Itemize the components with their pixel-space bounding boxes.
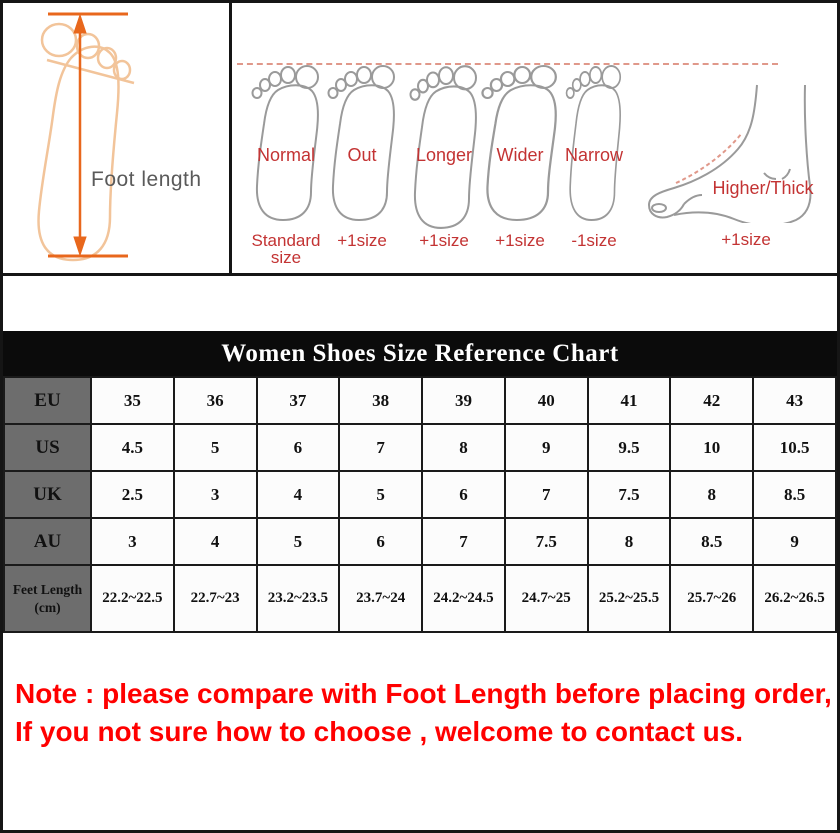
size-value-cell: 7.5: [505, 518, 588, 565]
size-value-cell: 41: [588, 377, 671, 424]
size-value-cell: 26.2~26.5: [753, 565, 836, 632]
row-header-cell: EU: [4, 377, 91, 424]
measurement-guide-section: [3, 3, 837, 276]
note-line-2: If you not sure how to choose , welcome to contact us.: [15, 716, 744, 747]
table-row: [4, 424, 836, 471]
table-title: Women Shoes Size Reference Chart: [3, 331, 837, 376]
size-value-cell: 4: [257, 471, 340, 518]
size-value-cell: 10.5: [753, 424, 836, 471]
size-value-cell: 5: [174, 424, 257, 471]
foot-type-label: Longer: [415, 145, 473, 165]
size-value-cell: 22.2~22.5: [91, 565, 174, 632]
row-header-cell: US: [4, 424, 91, 471]
size-value-cell: 5: [339, 471, 422, 518]
foot-size-advice: Standard size: [251, 231, 321, 267]
foot-type-label: Normal: [256, 145, 315, 165]
foot-length-panel: [3, 3, 232, 273]
size-value-cell: 8: [670, 471, 753, 518]
size-value-cell: 3: [174, 471, 257, 518]
size-table-body: [4, 377, 836, 632]
note-text: [15, 675, 840, 751]
size-value-cell: 25.2~25.5: [588, 565, 671, 632]
table-row: [4, 471, 836, 518]
size-value-cell: 24.2~24.5: [422, 565, 505, 632]
size-value-cell: 35: [91, 377, 174, 424]
foot-side-view-icon: [644, 83, 834, 223]
foot-type-high-instep: [641, 83, 837, 268]
size-value-cell: 4.5: [91, 424, 174, 471]
size-value-cell: 42: [670, 377, 753, 424]
foot-type-out: [317, 62, 407, 272]
size-value-cell: 22.7~23: [174, 565, 257, 632]
foot-type-label: Wider: [496, 145, 544, 165]
table-row: [4, 377, 836, 424]
size-value-cell: 37: [257, 377, 340, 424]
size-value-cell: 39: [422, 377, 505, 424]
foot-type-label: Out: [347, 145, 377, 165]
foot-size-advice: +1size: [419, 231, 469, 250]
size-value-cell: 7: [505, 471, 588, 518]
instep-dashed-line: [676, 133, 742, 183]
size-value-cell: 4: [174, 518, 257, 565]
size-value-cell: 5: [257, 518, 340, 565]
row-header-cell: Feet Length (cm): [4, 565, 91, 632]
row-header-cell: AU: [4, 518, 91, 565]
size-value-cell: 7.5: [588, 471, 671, 518]
size-value-cell: 24.7~25: [505, 565, 588, 632]
foot-size-advice: +1size: [495, 231, 545, 250]
foot-length-label: Foot length: [91, 168, 202, 191]
size-value-cell: 9.5: [588, 424, 671, 471]
size-value-cell: 25.7~26: [670, 565, 753, 632]
foot-size-advice: +1size: [337, 231, 387, 250]
table-row: [4, 565, 836, 632]
size-value-cell: 23.7~24: [339, 565, 422, 632]
size-value-cell: 7: [422, 518, 505, 565]
size-value-cell: 3: [91, 518, 174, 565]
row-header-cell: UK: [4, 471, 91, 518]
foot-size-advice: +1size: [721, 230, 771, 249]
size-value-cell: 6: [339, 518, 422, 565]
foot-measure-diagram-icon: [3, 3, 229, 270]
size-value-cell: 23.2~23.5: [257, 565, 340, 632]
size-value-cell: 6: [257, 424, 340, 471]
size-value-cell: 43: [753, 377, 836, 424]
size-value-cell: 2.5: [91, 471, 174, 518]
foot-type-label: Narrow: [564, 145, 623, 165]
size-value-cell: 8: [422, 424, 505, 471]
table-row: [4, 518, 836, 565]
size-value-cell: 6: [422, 471, 505, 518]
size-value-cell: 36: [174, 377, 257, 424]
size-value-cell: 8.5: [753, 471, 836, 518]
note-line-1: Note : please compare with Foot Length before placing order,: [15, 678, 832, 709]
foot-top-view-icon: [557, 62, 631, 222]
size-value-cell: 8: [588, 518, 671, 565]
size-value-cell: 9: [753, 518, 836, 565]
size-value-cell: 8.5: [670, 518, 753, 565]
size-value-cell: 7: [339, 424, 422, 471]
size-table: [3, 376, 837, 633]
foot-size-advice: -1size: [571, 231, 617, 250]
size-value-cell: 38: [339, 377, 422, 424]
size-value-cell: 40: [505, 377, 588, 424]
size-value-cell: 9: [505, 424, 588, 471]
size-value-cell: 10: [670, 424, 753, 471]
foot-type-label: Higher/Thick: [712, 178, 814, 198]
foot-type-narrow: [549, 62, 639, 272]
foot-top-view-icon: [317, 62, 407, 222]
